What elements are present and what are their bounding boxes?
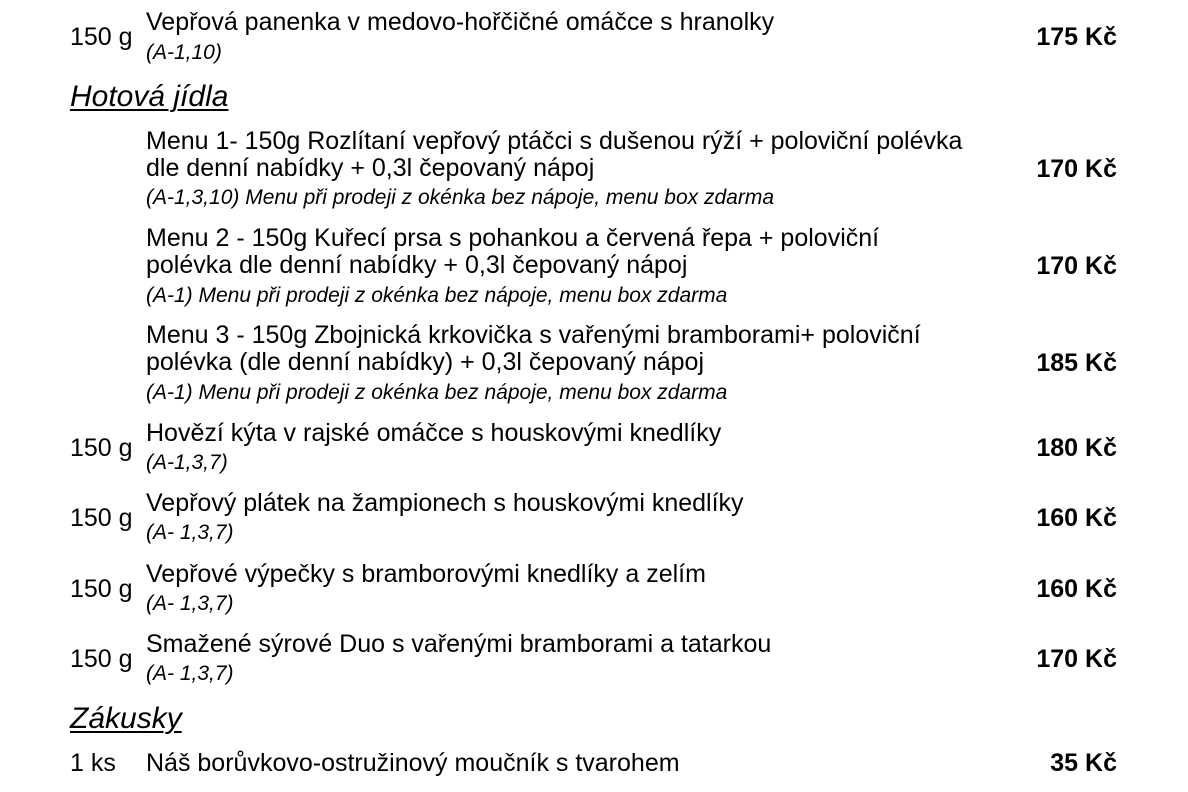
menu-price: 170 Kč [1036, 252, 1117, 280]
section-title-desserts: Zákusky [70, 702, 182, 735]
item-allergens: (A- 1,3,7) [146, 592, 234, 615]
item-price: 160 Kč [1036, 504, 1117, 532]
item-quantity: 150 g [70, 504, 133, 532]
item-quantity: 150 g [70, 575, 133, 603]
item-allergens: (A-1,3,7) [146, 451, 228, 474]
menu-name-line-2: dle denní nabídky + 0,3l čepovaný nápoj [146, 154, 595, 182]
item-price: 160 Kč [1036, 575, 1117, 603]
item-name: Hovězí kýta v rajské omáčce s houskovými knedlíky [146, 419, 722, 447]
item-name: Vepřový plátek na žampionech s houskovými knedlíky [146, 489, 744, 517]
item-quantity: 150 g [70, 434, 133, 462]
menu-note: (A-1,3,10) Menu při prodeji z okénka bez nápoje, menu box zdarma [146, 186, 775, 209]
menu-name-line-2: polévka (dle denní nabídky) + 0,3l čepovaný nápoj [146, 348, 705, 376]
item-quantity: 1 ks [70, 749, 116, 777]
item-price: 170 Kč [1036, 645, 1117, 673]
item-quantity: 150 g [70, 23, 133, 51]
item-allergens: (A-1,10) [146, 41, 222, 64]
menu-name-line-1: Menu 1- 150g Rozlítaní vepřový ptáčci s dušenou rýží + poloviční polévka [146, 127, 963, 155]
menu-name-line-1: Menu 2 - 150g Kuřecí prsa s pohankou a červená řepa + poloviční [146, 224, 880, 252]
item-name: Vepřové výpečky s bramborovými knedlíky a zelím [146, 560, 706, 588]
section-title-ready-meals: Hotová jídla [70, 80, 229, 113]
item-name: Smažené sýrové Duo s vařenými bramborami a tatarkou [146, 630, 772, 658]
item-allergens: (A- 1,3,7) [146, 521, 234, 544]
menu-note: (A-1) Menu při prodeji z okénka bez nápoje, menu box zdarma [146, 284, 728, 307]
item-price: 175 Kč [1036, 23, 1117, 51]
item-allergens: (A- 1,3,7) [146, 662, 234, 685]
menu-name-line-2: polévka dle denní nabídky + 0,3l čepovaný nápoj [146, 251, 688, 279]
menu-price: 185 Kč [1036, 349, 1117, 377]
item-price: 180 Kč [1036, 434, 1117, 462]
menu-price: 170 Kč [1036, 155, 1117, 183]
item-name: Náš borůvkovo-ostružinový moučník s tvarohem [146, 749, 680, 777]
item-quantity: 150 g [70, 645, 133, 673]
item-price: 35 Kč [1050, 749, 1117, 777]
menu-note: (A-1) Menu při prodeji z okénka bez nápoje, menu box zdarma [146, 381, 728, 404]
item-name: Vepřová panenka v medovo-hořčičné omáčce s hranolky [146, 8, 775, 36]
menu-name-line-1: Menu 3 - 150g Zbojnická krkovička s vařenými bramborami+ poloviční [146, 321, 921, 349]
